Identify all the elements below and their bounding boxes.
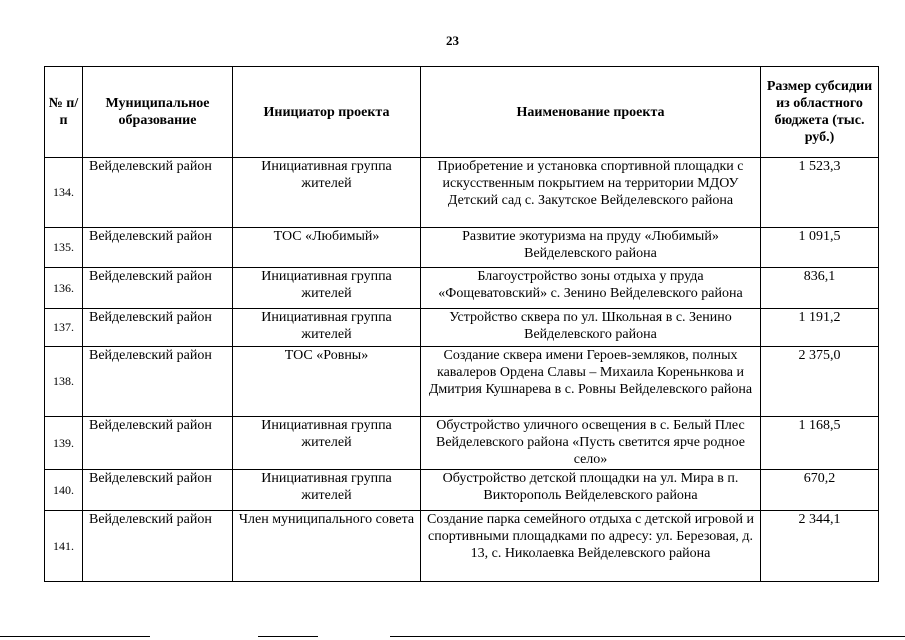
row-municipality: Вейделевский район [83,158,233,228]
row-project: Развитие экотуризма на пруду «Любимый» Вейделевского района [421,228,761,268]
row-project: Благоустройство зоны отдыха у пруда «Фощеватовский» с. Зенино Вейделевского района [421,268,761,309]
row-municipality: Вейделевский район [83,347,233,417]
subsidy-table [44,66,879,582]
row-municipality: Вейделевский район [83,470,233,511]
row-num: 134. [45,158,83,228]
table-header-row [45,67,879,158]
row-num: 138. [45,347,83,417]
row-municipality: Вейделевский район [83,228,233,268]
row-subsidy: 1 168,5 [761,417,879,470]
row-subsidy: 1 523,3 [761,158,879,228]
page-number: 23 [446,33,459,48]
row-project: Устройство сквера по ул. Школьная в с. Зенино Вейделевского района [421,309,761,347]
row-project: Создание парка семейного отдыха с детской игровой и спортивными площадками по адресу: ул. Березовая, д. 13, с. Николаевка Вейделевского района [421,511,761,582]
row-num: 141. [45,511,83,582]
header-initiator: Инициатор проекта [233,67,421,158]
row-initiator: Инициативная группа жителей [233,158,421,228]
table-row [45,309,879,347]
header-project: Наименование проекта [421,67,761,158]
row-municipality: Вейделевский район [83,309,233,347]
scan-edge-line [390,636,905,637]
row-subsidy: 1 091,5 [761,228,879,268]
row-subsidy: 670,2 [761,470,879,511]
table-row [45,268,879,309]
row-municipality: Вейделевский район [83,417,233,470]
row-subsidy: 2 344,1 [761,511,879,582]
row-num: 139. [45,417,83,470]
row-project: Обустройство детской площадки на ул. Мира в п. Викторополь Вейделевского района [421,470,761,511]
row-municipality: Вейделевский район [83,511,233,582]
row-initiator: Инициативная группа жителей [233,417,421,470]
row-project: Приобретение и установка спортивной площадки с искусственным покрытием на территории МДОУ Детский сад с. Закутское Вейделевского района [421,158,761,228]
header-subsidy: Размер субсидии из областного бюджета (тыс. руб.) [761,67,879,158]
row-initiator: ТОС «Любимый» [233,228,421,268]
row-initiator: ТОС «Ровны» [233,347,421,417]
scan-edge-line [0,636,150,637]
table-row [45,470,879,511]
header-municipality: Муниципальное образование [83,67,233,158]
table-row [45,347,879,417]
row-project: Обустройство уличного освещения в с. Белый Плес Вейделевского района «Пусть светится ярче родное село» [421,417,761,470]
row-num: 140. [45,470,83,511]
row-municipality: Вейделевский район [83,268,233,309]
row-initiator: Инициативная группа жителей [233,268,421,309]
table-row [45,228,879,268]
table-row [45,158,879,228]
row-initiator: Инициативная группа жителей [233,470,421,511]
row-num: 137. [45,309,83,347]
scan-edge-line [258,636,318,637]
row-subsidy: 1 191,2 [761,309,879,347]
header-num: № п/п [45,67,83,158]
row-initiator: Член муниципального совета [233,511,421,582]
row-initiator: Инициативная группа жителей [233,309,421,347]
table-row [45,511,879,582]
row-subsidy: 836,1 [761,268,879,309]
row-num: 136. [45,268,83,309]
row-num: 135. [45,228,83,268]
row-subsidy: 2 375,0 [761,347,879,417]
table-row [45,417,879,470]
row-project: Создание сквера имени Героев-земляков, полных кавалеров Ордена Славы – Михаила Кореньнкова и Дмитрия Кушнарева в с. Ровны Вейделевского района [421,347,761,417]
